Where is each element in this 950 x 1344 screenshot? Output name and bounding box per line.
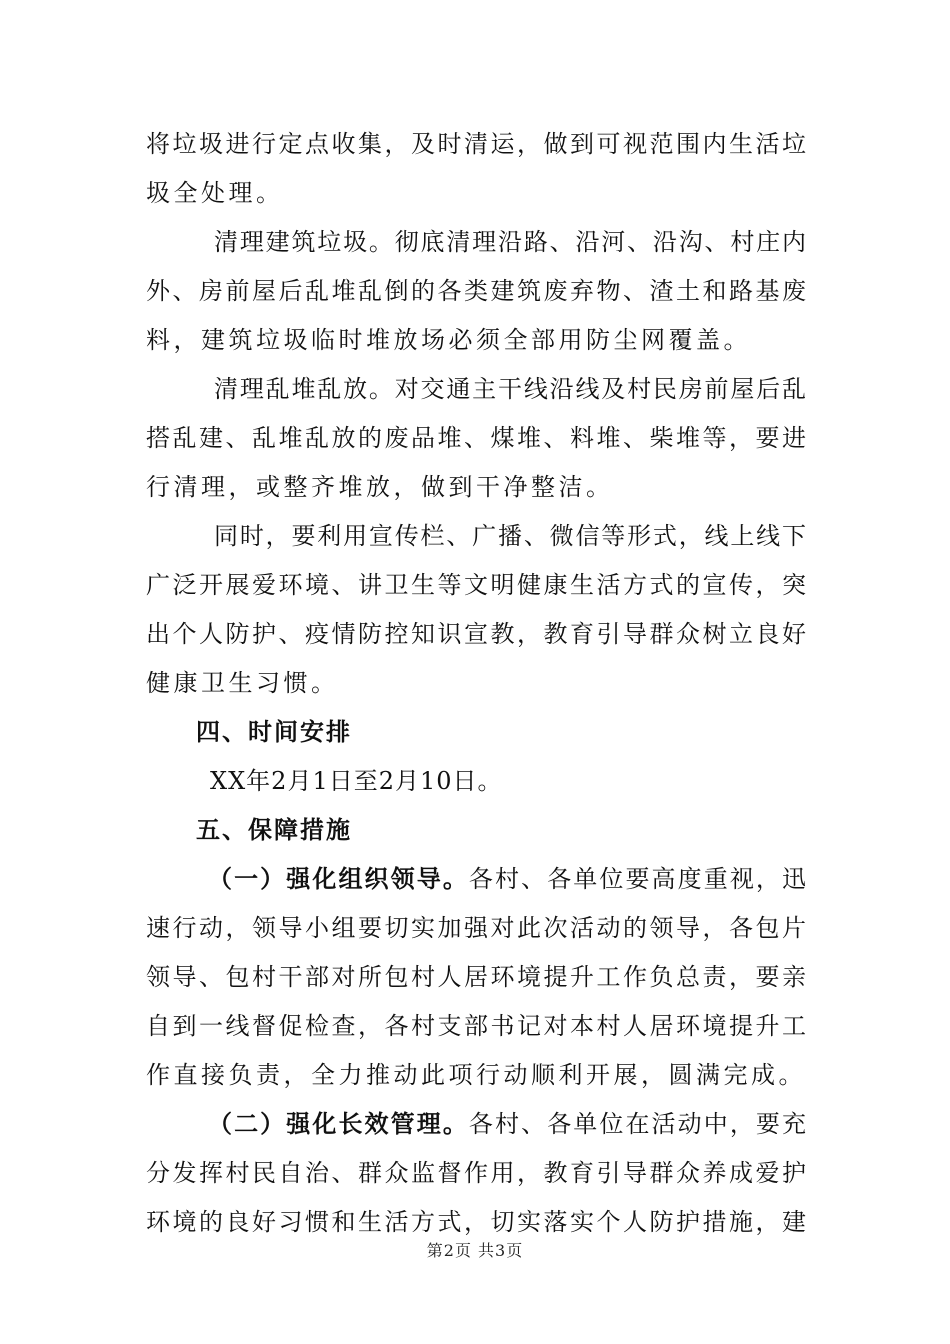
paragraph-line: 清理建筑垃圾。彻底清理沿路、沿河、沿沟、村庄内 <box>214 228 806 256</box>
section-heading-schedule: 四、时间安排 <box>196 718 352 746</box>
paragraph-line: 领导、包村干部对所包村人居环境提升工作负总责，要亲 <box>146 963 806 991</box>
paragraph-line <box>146 1100 806 1149</box>
paragraph-line: 清理乱堆乱放。对交通主干线沿线及村民房前屋后乱 <box>214 375 806 403</box>
paragraph-line: 同时，要利用宣传栏、广播、微信等形式，线上线下 <box>214 522 806 550</box>
paragraph-line: 环境的良好习惯和生活方式，切实落实个人防护措施，建 <box>146 1208 806 1236</box>
paragraph-line: 健康卫生习惯。 <box>146 669 339 697</box>
page-number-footer: 第2页 共3页 <box>426 1241 524 1260</box>
paragraph-line: 圾全处理。 <box>146 179 284 207</box>
paragraph-line: 作直接负责，全力推动此项行动顺利开展，圆满完成。 <box>146 1061 806 1089</box>
paragraph-line: 外、房前屋后乱堆乱倒的各类建筑废弃物、渣土和路基废 <box>146 277 806 305</box>
paragraph-line: 速行动，领导小组要切实加强对此次活动的领导，各包片 <box>146 914 806 942</box>
paragraph-line <box>146 855 806 904</box>
paragraph-line: 出个人防护、疫情防控知识宣教，教育引导群众树立良好 <box>146 620 806 648</box>
paragraph-line: 搭乱建、乱堆乱放的废品堆、煤堆、料堆、柴堆等，要进 <box>146 424 806 452</box>
subheading-organization: （一）强化组织领导。 <box>208 865 469 893</box>
schedule-date: XX年2月1日至2月10日。 <box>210 767 503 795</box>
paragraph-line: 料，建筑垃圾临时堆放场必须全部用防尘网覆盖。 <box>146 326 751 354</box>
paragraph-text: 各村、各单位要高度重视，迅 <box>468 865 806 893</box>
section-heading-measures: 五、保障措施 <box>196 816 352 844</box>
paragraph-text: 各村、各单位在活动中，要充 <box>468 1110 806 1138</box>
paragraph-line: 自到一线督促检查，各村支部书记对本村人居环境提升工 <box>146 1012 806 1040</box>
paragraph-line: 行清理，或整齐堆放，做到干净整洁。 <box>146 473 614 501</box>
document-body <box>146 120 806 1247</box>
subheading-management: （二）强化长效管理。 <box>208 1110 469 1138</box>
paragraph-line: 将垃圾进行定点收集，及时清运，做到可视范围内生活垃 <box>146 130 806 158</box>
paragraph-line: 分发挥村民自治、群众监督作用，教育引导群众养成爱护 <box>146 1159 806 1187</box>
paragraph-line: 广泛开展爱环境、讲卫生等文明健康生活方式的宣传，突 <box>146 571 806 599</box>
